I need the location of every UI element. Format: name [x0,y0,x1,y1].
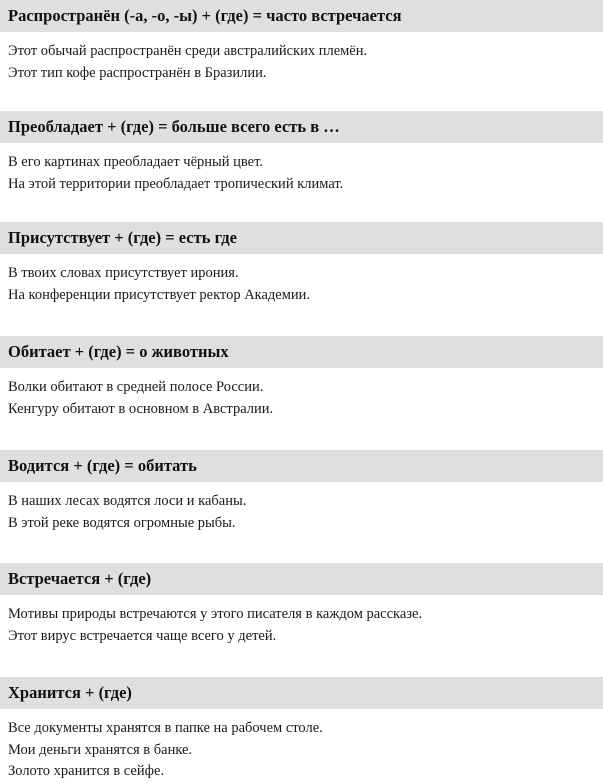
entry-obitaet [0,336,603,420]
example-sentence: Все документы хранятся в папке на рабочем столе. [8,720,323,736]
entry-title: Обитает + (где) = о животных [0,336,603,368]
entry-khranitsya [0,677,603,783]
example-sentence: Этот тип кофе распространён в Бразилии. [8,64,267,81]
example-sentence: Этот вирус встречается чаще всего у детей. [8,627,277,644]
example-sentence: В наших лесах водятся лоси и кабаны. [8,493,247,509]
entry-title: Водится + (где) = обитать [0,450,603,482]
example-sentence: Кенгуру обитают в основном в Австралии. [8,400,274,417]
entry-title: Присутствует + (где) = есть где [0,222,603,254]
entry-preobladaet [0,111,603,195]
entry-examples [0,368,603,420]
example-sentence: Золото хранится в сейфе. [8,763,165,779]
entry-vstrechaetsya [0,563,603,647]
entry-examples [0,595,603,647]
example-sentence: Волки обитают в средней полосе России. [8,379,264,395]
entry-examples [0,32,603,84]
example-sentence: На конференции присутствует ректор Академии. [8,286,311,303]
example-sentence: В его картинах преобладает чёрный цвет. [8,154,263,170]
example-sentence: В этой реке водятся огромные рыбы. [8,514,236,531]
entry-title: Распространён (-а, -о, -ы) + (где) = часто встречается [0,0,603,32]
example-sentence: В твоих словах присутствует ирония. [8,265,239,281]
entry-examples [0,709,603,783]
entry-voditsya [0,450,603,534]
entry-title: Встречается + (где) [0,563,603,595]
entry-title: Преобладает + (где) = больше всего есть в … [0,111,603,143]
entry-prisutstvuet [0,222,603,306]
entry-examples [0,254,603,306]
entry-title: Хранится + (где) [0,677,603,709]
example-sentence: Мотивы природы встречаются у этого писателя в каждом рассказе. [8,606,423,622]
example-sentence: Этот обычай распространён среди австралийских племён. [8,43,368,59]
entry-examples [0,482,603,534]
example-sentence: Мои деньги хранятся в банке. [8,741,193,758]
entry-examples [0,143,603,195]
example-sentence: На этой территории преобладает тропический климат. [8,175,344,192]
entry-rasprostranen [0,0,603,84]
